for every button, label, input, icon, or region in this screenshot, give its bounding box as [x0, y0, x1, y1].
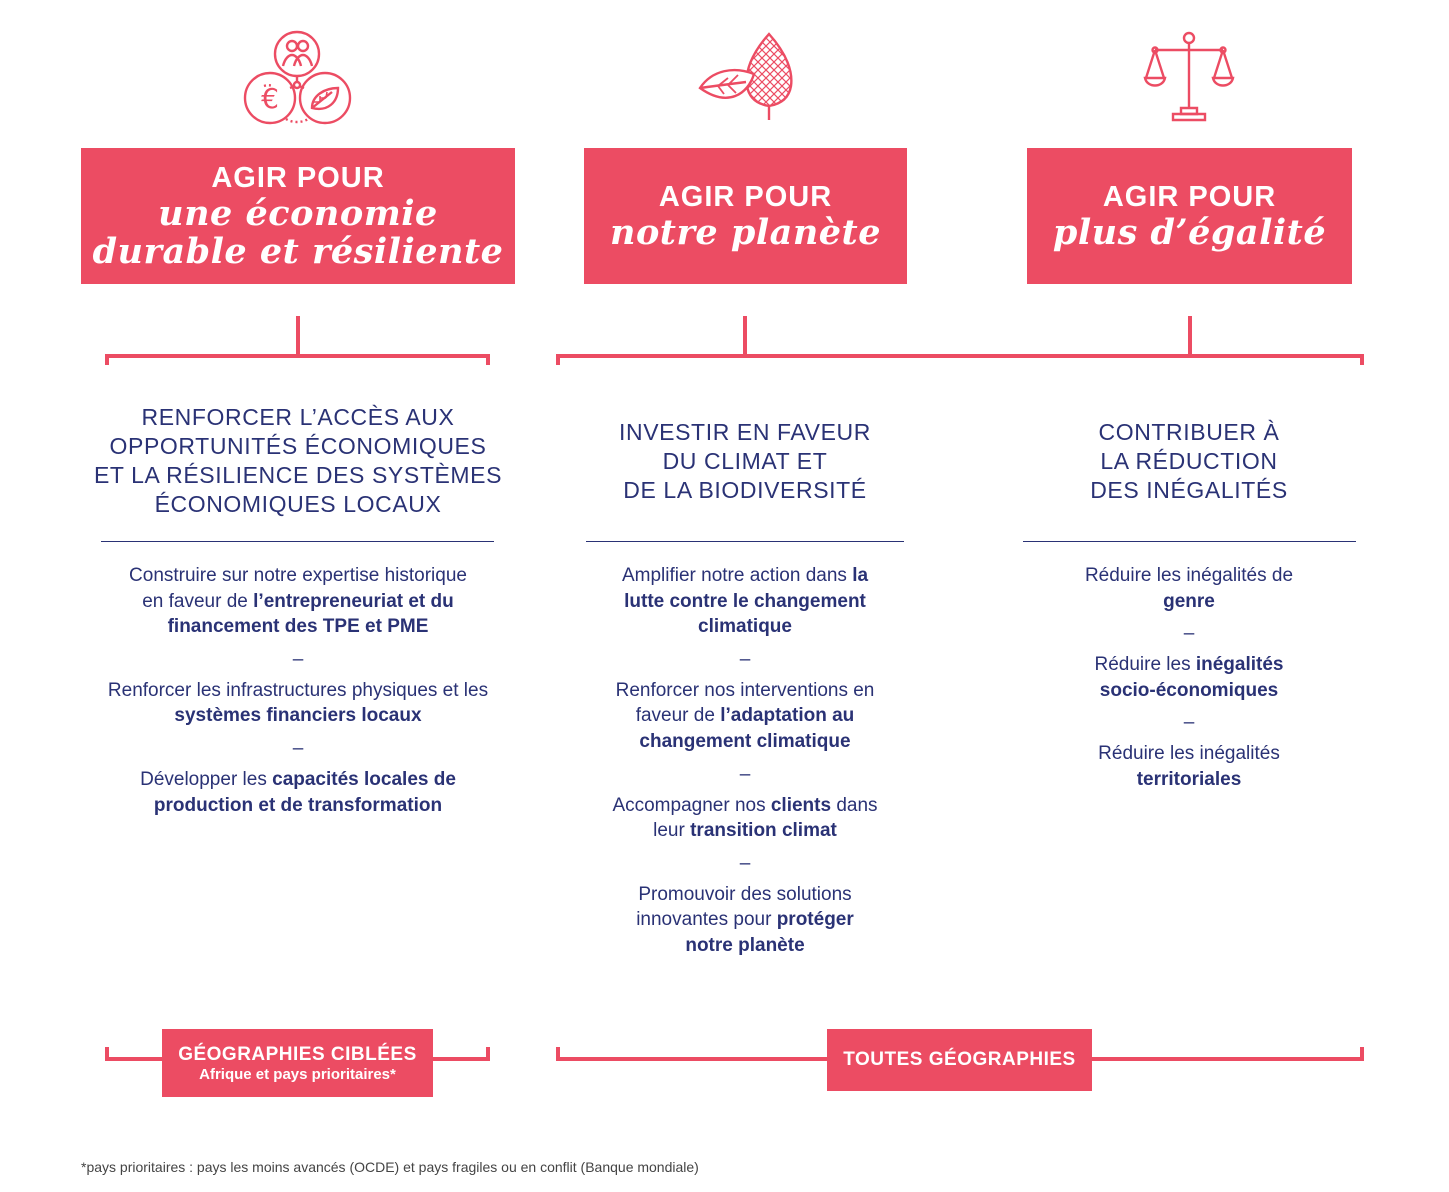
connector-stem — [1188, 316, 1192, 356]
pillar-script-line2: durable et résiliente — [92, 230, 504, 272]
heading-line: INVESTIR EN FAVEUR — [619, 419, 871, 445]
heading-line: LA RÉDUCTION — [1100, 448, 1278, 474]
list-item: Réduire les inégalités socio-économiques — [1094, 654, 1284, 701]
pillar-heading-economy — [90, 403, 506, 519]
heading-line: OPPORTUNITÉS ÉCONOMIQUES — [109, 433, 487, 459]
heading-line: DES INÉGALITÉS — [1090, 477, 1288, 503]
geo-targeted-badge — [162, 1029, 433, 1097]
pillar-agir-label: AGIR POUR — [211, 161, 385, 194]
list-item: Promouvoir des solutions innovantes pour protéger notre planète — [636, 883, 854, 956]
heading-line: ÉCONOMIQUES LOCAUX — [154, 491, 442, 517]
divider — [1023, 541, 1356, 542]
three-circles-people-euro-leaf-icon — [240, 28, 355, 126]
pillar-script-line1: notre planète — [610, 211, 881, 253]
list-item: Développer les capacités locales de production et de transformation — [140, 768, 456, 816]
connector-stem — [743, 316, 747, 356]
scales-icon — [1143, 30, 1238, 122]
geo-all-badge — [827, 1029, 1092, 1091]
pillar-items-economy — [100, 563, 496, 818]
geo-targeted-subtitle: Afrique et pays prioritaires* — [199, 1065, 396, 1083]
separator-dash: – — [1183, 712, 1195, 734]
footnote: *pays prioritaires : pays les moins avancés (OCDE) et pays fragiles ou en conflit (Banque mondiale) — [81, 1159, 699, 1175]
svg-text:€: € — [261, 82, 279, 115]
pillar-items-equality — [1064, 563, 1314, 793]
heading-line: ET LA RÉSILIENCE DES SYSTÈMES — [93, 462, 503, 488]
pillar-title-equality — [1027, 148, 1352, 284]
pillar-agir-label: AGIR POUR — [658, 180, 833, 213]
heading-line: CONTRIBUER À — [1098, 419, 1280, 445]
heading-line: DE LA BIODIVERSITÉ — [623, 477, 867, 503]
divider — [101, 541, 494, 542]
connector-bracket-left — [105, 354, 490, 365]
connector-bracket-right — [556, 354, 1364, 365]
geo-targeted-title: GÉOGRAPHIES CIBLÉES — [178, 1043, 417, 1065]
pillar-heading-planet — [580, 418, 910, 505]
separator-dash: – — [1183, 623, 1195, 645]
list-item: Renforcer les infrastructures physiques et les systèmes financiers locaux — [107, 679, 489, 727]
leaf-icon — [694, 30, 804, 122]
separator-dash: – — [739, 852, 751, 874]
pillar-items-planet — [600, 563, 890, 959]
geo-all-title: TOUTES GÉOGRAPHIES — [843, 1049, 1076, 1070]
list-item: Renforcer nos interventions en faveur de l’adaptation au changement climatique — [615, 679, 875, 752]
separator-dash: – — [292, 648, 304, 670]
connector-stem — [296, 316, 300, 356]
list-item: Construire sur notre expertise historique en faveur de l’entrepreneuriat et du financement des TPE et PME — [129, 565, 467, 638]
pillar-title-planet — [584, 148, 907, 284]
pillar-agir-label: AGIR POUR — [1102, 180, 1277, 213]
pillar-title-economy — [81, 148, 515, 284]
separator-dash: – — [739, 648, 751, 670]
pillar-script-line1: plus d’égalité — [1052, 211, 1327, 253]
heading-line: DU CLIMAT ET — [662, 448, 828, 474]
divider — [586, 541, 904, 542]
separator-dash: – — [292, 737, 304, 759]
list-item: Réduire les inégalités de genre — [1084, 565, 1294, 612]
pillar-heading-equality — [1024, 418, 1354, 505]
heading-line: RENFORCER L’ACCÈS AUX — [141, 404, 455, 430]
pillar-script-line1: une économie — [158, 192, 438, 234]
list-item: Amplifier notre action dans la lutte contre le changement climatique — [621, 565, 869, 638]
list-item: Réduire les inégalités territoriales — [1098, 743, 1280, 790]
separator-dash: – — [739, 763, 751, 785]
list-item: Accompagner nos clients dans leur transition climat — [612, 794, 878, 842]
